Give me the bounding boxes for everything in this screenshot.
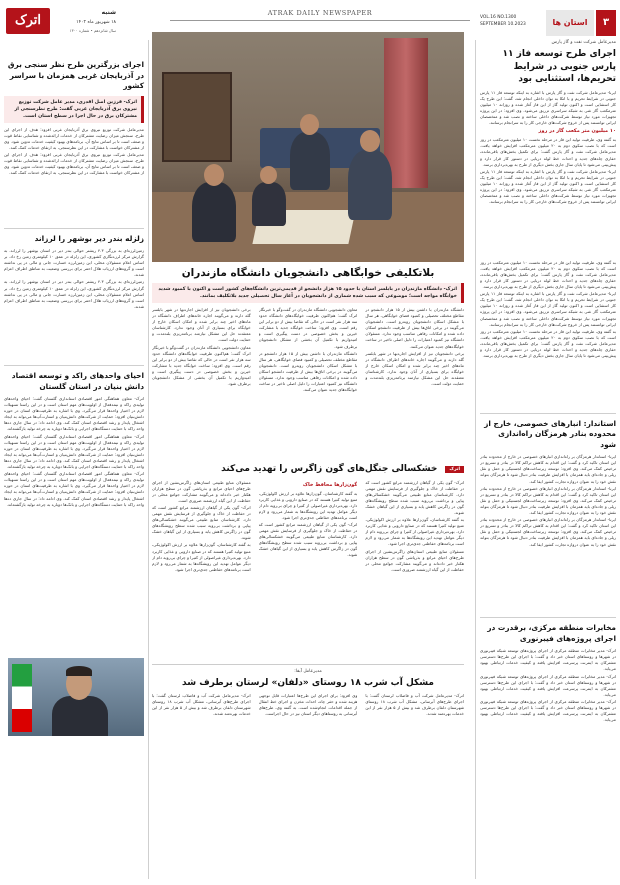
story-columns (152, 480, 464, 658)
story-paragraph: مدیرعامل شرکت توزیع نیروی برق آذربایجان غربی افزود: هدف از اجرای این طرح، سنجش میزان رضایت مشترکان از خدمات ارائه‌شده و شناسایی نقاط قوت و ضعف است تا بر اساس نتایج آن، برنامه‌های بهبود کیفیت خدمات تدوین شود. وی از مشترکان خواست با مشارکت در این نظرسنجی، به ارتقای خدمات کمک کنند. (4, 151, 144, 176)
story-divider (480, 617, 616, 618)
story-paragraph: ایرنا- مدیرعامل شرکت نفت و گاز پارس با اشاره به اینکه توسعه فاز ۱۱ پارس جنوبی در شرایط تحریم و با اتکا به توان داخلی انجام شد، گفت: این طرح یک کار استثنایی است و اکنون تولید گاز از این فاز آغاز شده و روزانه ۱۰ میلیون مترمکعب گاز غنی به شبکه سراسری تزریق می‌شود. وی افزود: در این پروژه تجهیزات مورد نیاز توسط شرکت‌های داخلی ساخته و نصب شد و متخصصان ایرانی توانستند پس از خروج شرکت‌های خارجی کار را به سرانجام برسانند. (480, 291, 616, 327)
story-paragraph: به گفته کارشناسان، گون‌زارها علاوه بر ارزش اکولوژیکی، منبع تولید کتیرا هستند که در صنایع دارویی و غذایی کاربرد دارد. بهره‌برداری غیراصولی از کتیرا و چرای بی‌رویه دام از دیگر عوامل تهدید این رویشگاه‌ها به شمار می‌رود و لازم است برنامه‌های حفاظتی جدی‌تری اجرا شود. (365, 517, 464, 547)
story-column: اترک- مدیرعامل شرکت آب و فاضلاب لرستان گفت: با اجرای طرح‌های آبرسانی، مشکل آب شرب ۱۸ روستای شهرستان دلفان برطرف شد و بیش از ۵ هزار نفر از این خدمات بهره‌مند شدند. (365, 693, 464, 717)
story-paragraph: اترک- گون یکی از گیاهان ارزشمند مراتع کشور است که در حفاظت از خاک و جلوگیری از فرسایش نقش مهمی دارد. کارشناسان منابع طبیعی می‌گویند خشکسالی‌های پیاپی و برداشت بی‌رویه سبب شده سطح رویشگاه‌های گون در زاگرس کاهش یابد و بسیاری از این گیاهان خشک شوند. (365, 479, 464, 515)
story-divider (4, 365, 144, 366)
story-paragraph: به گفته وی، ظرفیت تولید این فاز در مرحله نخست ۱۰ میلیون مترمکعب در روز است که با نصب سکوی دوم به ۲۰ میلیون مترمکعب افزایش خواهد یافت. مدیرعامل شرکت نفت و گاز پارس گفت: برای تکمیل بخش‌های باقی‌مانده، حفاری چاه‌های جدید و احداث خط لوله دریایی در دستور کار قرار دارد و پیش‌بینی می‌شود تا پایان سال جاری بخش دیگری از طرح به بهره‌برداری برسد. (480, 328, 616, 359)
story-lead: اترک- فرزین اصل اقدری، مدیر عامل شرکت توزیع نیروی برق آذربایجان غربی گفت: طرح نظرسنجی از مشترکان برق در حال اجرا در سطح استان است. (4, 96, 144, 123)
story-paragraph: معاون دانشجویی دانشگاه مازندران در گفت‌وگو با خبرنگار اترک گفت: هم‌اکنون ظرفیت خوابگاه‌های دانشگاه حدود سه هزار نفر است در حالی که تقاضا بیش از دو برابر این رقم است. وی افزود: ساخت خوابگاه جدید با مشارکت خیرین و بخش خصوصی در دست پیگیری است و امیدواریم با تکمیل آن بخشی از مشکل دانشجویان برطرف شود. (258, 307, 358, 349)
weekday: شنبه (101, 9, 116, 16)
column-divider (148, 40, 149, 879)
story-header (152, 463, 464, 476)
story-headline[interactable]: خشکسالی جنگل‌های گون زاگرس را تهدید می‌کند (221, 464, 438, 474)
portrait-hair (66, 666, 92, 676)
story-column (152, 480, 251, 658)
story-headline[interactable]: استاندار: انبارهای خصوصی، خارج از محدوده بنادر هرمزگان راه‌اندازی شود (484, 418, 616, 449)
issue-meta: سال شانزدهم • شماره ۱۳۰۰ (69, 28, 116, 33)
story-paragraph: اترک- معاون هماهنگی امور اقتصادی استانداری گلستان گفت: احیای واحدهای تولیدی راکد و نیمه‌فعال از اولویت‌های مهم استان است و در این راستا تسهیلات لازم در اختیار واحدها قرار می‌گیرد. وی با اشاره به ظرفیت‌های استان در حوزه دانش‌بنیان افزود: حمایت از شرکت‌های دانش‌بنیان و استارت‌آپ‌ها می‌تواند به ایجاد اشتغال پایدار و رشد اقتصادی استان کمک کند. وی ادامه داد: در سال جاری ده‌ها واحد راکد با حمایت دستگاه‌های اجرایی و بانک‌ها دوباره به چرخه تولید بازگشته‌اند. (4, 433, 144, 470)
student-head (300, 114, 319, 135)
student-head (204, 164, 224, 186)
story-kicker: مدیرعامل شرکت نفت و گاز پارس (551, 40, 616, 45)
story-paragraph: زمین‌لرزه‌ای به بزرگی ۴.۳ ریشتر حوالی بندر دیر در استان بوشهر را لرزاند. به گزارش مرکز لرزه‌نگاری کشوری، این زلزله در عمق ۱۰ کیلومتری زمین رخ داد. بر اساس اعلام مسئولان محلی، این زمین‌لرزه خسارت جانی و مالی در پی نداشته است و گروه‌های ارزیاب هلال احمر برای بررسی وضعیت به مناطق اطراف اعزام شدند. (4, 279, 144, 309)
story-paragraph: زمین‌لرزه‌ای به بزرگی ۴.۳ ریشتر حوالی بندر دیر در استان بوشهر را لرزاند. به گزارش مرکز لرزه‌نگاری کشوری، این زلزله در عمق ۱۰ کیلومتری زمین رخ داد. بر اساس اعلام مسئولان محلی، این زمین‌لرزه خسارت جانی و مالی در پی نداشته است و گروه‌های ارزیاب هلال احمر برای بررسی وضعیت به مناطق اطراف اعزام شدند. (4, 248, 144, 278)
story-paragraph: اترک- گون یکی از گیاهان ارزشمند مراتع کشور است که در حفاظت از خاک و جلوگیری از فرسایش نقش مهمی دارد. کارشناسان منابع طبیعی می‌گویند خشکسالی‌های پیاپی و برداشت بی‌رویه سبب شده سطح رویشگاه‌های گون در زاگرس کاهش یابد و بسیاری از این گیاهان خشک شوند. (151, 504, 251, 541)
main-lead: اترک- دانشگاه مازندران در بابلسر استان با حدود ۱۵ هزار دانشجو از قدیمی‌ترین دانشگاه‌های کشور است و اکنون با کمبود شدید خوابگاه مواجه است؛ موضوعی که سبب شده شماری از دانشجویان در آغاز سال تحصیلی جدید بلاتکلیف بمانند. (152, 283, 464, 303)
story-paragraph: ایرنا- استاندار هرمزگان بر راه‌اندازی انبارهای خصوصی در خارج از محدوده بنادر این استان تاکید کرد و گفت: این اقدام به کاهش تراکم کالا در بنادر و تسریع در ترخیص کمک می‌کند. وی افزود: توسعه زیرساخت‌های لجستیکی و حمل و نقل ریلی و جاده‌ای باید همزمان با افزایش ظرفیت بنادر دنبال شود تا هرمزگان بتواند نقش خود را به عنوان دروازه تجارت کشور ایفا کند. (480, 517, 616, 547)
story-paragraph: ایرنا- استاندار هرمزگان بر راه‌اندازی انبارهای خصوصی در خارج از محدوده بنادر این استان تاکید کرد و گفت: این اقدام به کاهش تراکم کالا در بنادر و تسریع در ترخیص کمک می‌کند. وی افزود: توسعه زیرساخت‌های لجستیکی و حمل و نقل ریلی و جاده‌ای باید همزمان با افزایش ظرفیت بنادر دنبال شود تا هرمزگان بتواند نقش خود را به عنوان دروازه تجارت کشور ایفا کند. (480, 454, 616, 484)
story-headline[interactable]: مخابرات منطقه مرکزی، برقدرت در اجرای پروژه‌های فیبرنوری (487, 623, 616, 643)
story-kicker: مدیرعامل آبفا: (294, 668, 322, 674)
story-subhead: گون‌زارها محافظ خاک (302, 481, 358, 488)
story-paragraph: اترک- مدیر مخابرات منطقه مرکزی از اجرای پروژه‌های توسعه شبکه فیبرنوری در شهرها و روستاهای استان خبر داد و گفت: با اجرای این طرح‌ها دسترسی مشترکان به اینترنت پرسرعت افزایش یافته و کیفیت خدمات ارتباطی بهبود می‌یابد. (480, 673, 616, 697)
story-headline[interactable]: مشکل آب شرب ۱۸ روستای «دلفان» لرستان برطرف شد (182, 677, 434, 688)
story-columns (152, 693, 464, 733)
student-figure (348, 150, 392, 220)
story-headline[interactable]: اجرای بزرگترین طرح نظر سنجی برق در آذربایجان غربی همزمان با سراسر کشور (7, 60, 144, 90)
official-portrait[interactable] (8, 658, 144, 736)
newspaper-title: ATRAK DAILY NEWSPAPER (267, 9, 373, 17)
story-column (365, 480, 464, 658)
story-headline[interactable]: زلزله بندر دیر بوشهر را لرزاند (34, 233, 144, 243)
story-paragraph: دانشگاه مازندران با داشتن بیش از ۱۵ هزار دانشجو در مقاطع مختلف تحصیلی و کمبود فضای خوابگاهی، هر سال با مشکل اسکان دانشجویان روبه‌رو است. دانشجویان می‌گویند در برخی اتاق‌ها بیش از ظرفیت دانشجو اسکان داده شده و امکانات رفاهی مناسب وجود ندارد. مسئولان دانشگاه نیز کمبود اعتبارات را دلیل اصلی تاخیر در ساخت خوابگاه‌های جدید عنوان می‌کنند. (365, 307, 464, 349)
photo-curtain (384, 38, 428, 188)
section-tab (480, 10, 616, 36)
middle-column (152, 32, 464, 881)
story-paragraph: اترک- معاون هماهنگی امور اقتصادی استانداری گلستان گفت: احیای واحدهای تولیدی راکد و نیمه‌فعال از اولویت‌های مهم استان است و در این راستا تسهیلات لازم در اختیار واحدها قرار می‌گیرد. وی با اشاره به ظرفیت‌های استان در حوزه دانش‌بنیان افزود: حمایت از شرکت‌های دانش‌بنیان و استارت‌آپ‌ها می‌تواند به ایجاد اشتغال پایدار و رشد اقتصادی استان کمک کند. وی ادامه داد: در سال جاری ده‌ها واحد راکد با حمایت دستگاه‌های اجرایی و بانک‌ها دوباره به چرخه تولید بازگشته‌اند. (4, 471, 144, 507)
portrait-suit (52, 696, 108, 736)
story-paragraph: دانشگاه مازندران با داشتن بیش از ۱۵ هزار دانشجو در مقاطع مختلف تحصیلی و کمبود فضای خوابگاهی، هر سال با مشکل اسکان دانشجویان روبه‌رو است. دانشجویان می‌گویند در برخی اتاق‌ها بیش از ظرفیت دانشجو اسکان داده شده و امکانات رفاهی مناسب وجود ندارد. مسئولان دانشگاه نیز کمبود اعتبارات را دلیل اصلی تاخیر در ساخت خوابگاه‌های جدید عنوان می‌کنند. (258, 350, 358, 393)
student-figure (252, 182, 286, 226)
section-name[interactable]: استان ها (546, 10, 594, 36)
story-body (4, 396, 144, 654)
story-paragraph: به گفته کارشناسان، گون‌زارها علاوه بر ارزش اکولوژیکی، منبع تولید کتیرا هستند که در صنایع دارویی و غذایی کاربرد دارد. بهره‌برداری غیراصولی از کتیرا و چرای بی‌رویه دام از دیگر عوامل تهدید این رویشگاه‌ها به شمار می‌رود و لازم است برنامه‌های حفاظتی جدی‌تری اجرا شود. (258, 490, 358, 520)
story-paragraph: مسئولان منابع طبیعی استان‌های زاگرس‌نشین از اجرای طرح‌های احیای مراتع و بذرپاشی گون در سطح هزاران هکتار خبر داده‌اند و می‌گویند مشارکت جوامع محلی در حفاظت از این گیاه ارزشمند ضروری است. (151, 479, 251, 503)
story-column (259, 307, 358, 457)
story-paragraph: مسئولان منابع طبیعی استان‌های زاگرس‌نشین از اجرای طرح‌های احیای مراتع و بذرپاشی گون در سطح هزاران هکتار خبر داده‌اند و می‌گویند مشارکت جوامع محلی در حفاظت از این گیاه ارزشمند ضروری است. (365, 548, 464, 572)
story-paragraph: اترک- مدیر مخابرات منطقه مرکزی از اجرای پروژه‌های توسعه شبکه فیبرنوری در شهرها و روستاهای استان خبر داد و گفت: با اجرای این طرح‌ها دسترسی مشترکان به اینترنت پرسرعت افزایش یافته و کیفیت خدمات ارتباطی بهبود می‌یابد. (480, 698, 616, 723)
story-paragraph: ایرنا- مدیرعامل شرکت نفت و گاز پارس با اشاره به اینکه توسعه فاز ۱۱ پارس جنوبی در شرایط تحریم و با اتکا به توان داخلی انجام شد، گفت: این طرح یک کار استثنایی است و اکنون تولید گاز از این فاز آغاز شده و روزانه ۱۰ میلیون مترمکعب گاز غنی به شبکه سراسری تزریق می‌شود. وی افزود: در این پروژه تجهیزات مورد نیاز توسط شرکت‌های داخلی ساخته و نصب شد و متخصصان ایرانی توانستند پس از خروج شرکت‌های خارجی کار را به سرانجام برسانند. (480, 89, 616, 126)
story-paragraph: ایرنا- مدیرعامل شرکت نفت و گاز پارس با اشاره به اینکه توسعه فاز ۱۱ پارس جنوبی در شرایط تحریم و با اتکا به توان داخلی انجام شد، گفت: این طرح یک کار استثنایی است و اکنون تولید گاز از این فاز آغاز شده و روزانه ۱۰ میلیون مترمکعب گاز غنی به شبکه سراسری تزریق می‌شود. وی افزود: در این پروژه تجهیزات مورد نیاز توسط شرکت‌های داخلی ساخته و نصب شد و متخصصان ایرانی توانستند پس از خروج شرکت‌های خارجی کار را به سرانجام برسانند. (480, 168, 616, 205)
right-column (480, 40, 616, 881)
story-paragraph: برخی دانشجویان نیز از افزایش اجاره‌بها در شهر بابلسر گله دارند و می‌گویند اجاره خانه‌های اطراف دانشگاه در ماه‌های اخیر چند برابر شده و امکان اسکان خارج از خوابگاه برای بسیاری از آنان وجود ندارد. کارشناسان معتقدند حل این مشکل نیازمند برنامه‌ریزی بلندمدت و حمایت دولت است. (365, 350, 464, 387)
story-body (480, 648, 616, 758)
story-column (152, 307, 251, 457)
story-paragraph: به گفته کارشناسان، گون‌زارها علاوه بر ارزش اکولوژیکی، منبع تولید کتیرا هستند که در صنایع دارویی و غذایی کاربرد دارد. بهره‌برداری غیراصولی از کتیرا و چرای بی‌رویه دام از دیگر عوامل تهدید این رویشگاه‌ها به شمار می‌رود و لازم است برنامه‌های حفاظتی جدی‌تری اجرا شود. (151, 542, 251, 572)
student-figure (290, 132, 330, 190)
story-body-continued (480, 260, 616, 408)
bottom-story (152, 664, 464, 734)
story-column (259, 480, 358, 658)
photo-shelf (162, 72, 232, 162)
student-head (360, 130, 380, 152)
column-divider (475, 40, 476, 879)
logo-block (6, 8, 116, 58)
story-paragraph: اترک- گون یکی از گیاهان ارزشمند مراتع کشور است که در حفاظت از خاک و جلوگیری از فرسایش نقش مهمی دارد. کارشناسان منابع طبیعی می‌گویند خشکسالی‌های پیاپی و برداشت بی‌رویه سبب شده سطح رویشگاه‌های گون در زاگرس کاهش یابد و بسیاری از این گیاهان خشک شوند. (258, 521, 358, 558)
story-headline[interactable]: احیای واحدهای راکد و توسعه اقتصاد دانش بنیان در استان گلستان (11, 371, 144, 391)
story-tag: اترک (445, 466, 464, 473)
story-body (4, 127, 144, 223)
story-body (4, 248, 144, 360)
story-paragraph: معاون دانشجویی دانشگاه مازندران در گفت‌وگو با خبرنگار اترک گفت: هم‌اکنون ظرفیت خوابگاه‌های دانشگاه حدود سه هزار نفر است در حالی که تقاضا بیش از دو برابر این رقم است. وی افزود: ساخت خوابگاه جدید با مشارکت خیرین و بخش خصوصی در دست پیگیری است و امیدواریم با تکمیل آن بخشی از مشکل دانشجویان برطرف شود. (151, 344, 251, 387)
story-paragraph: اترک- مدیر مخابرات منطقه مرکزی از اجرای پروژه‌های توسعه شبکه فیبرنوری در شهرها و روستاهای استان خبر داد و گفت: با اجرای این طرح‌ها دسترسی مشترکان به اینترنت پرسرعت افزایش یافته و کیفیت خدمات ارتباطی بهبود می‌یابد. (480, 648, 616, 672)
story-paragraph: برخی دانشجویان نیز از افزایش اجاره‌بها در شهر بابلسر گله دارند و می‌گویند اجاره خانه‌های اطراف دانشگاه در ماه‌های اخیر چند برابر شده و امکان اسکان خارج از خوابگاه برای بسیاری از آنان وجود ندارد. کارشناسان معتقدند حل این مشکل نیازمند برنامه‌ریزی بلندمدت و حمایت دولت است. (151, 307, 251, 343)
story-column: وی افزود: برای اجرای این طرح‌ها اعتبارات قابل توجهی هزینه شده و حفر چاه، احداث مخزن و اجرای خط انتقال از جمله اقدامات انجام‌شده است. به گفته وی، طرح‌های آبرسانی به روستاهای دیگر استان نیز در حال اجراست. (258, 693, 358, 717)
story-body (480, 90, 616, 260)
story-subhead: ۱۰ میلیون متر مکعب گاز در روز (538, 128, 616, 135)
left-column (4, 60, 144, 881)
student-figure (192, 182, 236, 242)
masthead-rule (170, 20, 470, 21)
main-story-columns (152, 307, 464, 457)
story-paragraph: اترک- معاون هماهنگی امور اقتصادی استانداری گلستان گفت: احیای واحدهای تولیدی راکد و نیمه‌فعال از اولویت‌های مهم استان است و در این راستا تسهیلات لازم در اختیار واحدها قرار می‌گیرد. وی با اشاره به ظرفیت‌های استان در حوزه دانش‌بنیان افزود: حمایت از شرکت‌های دانش‌بنیان و استارت‌آپ‌ها می‌تواند به ایجاد اشتغال پایدار و رشد اقتصادی استان کمک کند. وی ادامه داد: در سال جاری ده‌ها واحد راکد با حمایت دستگاه‌های اجرایی و بانک‌ها دوباره به چرخه تولید بازگشته‌اند. (4, 396, 144, 432)
main-headline[interactable]: بلاتکلیفی خوابگاهی دانشجویان دانشگاه مازندران (181, 267, 435, 279)
issue-info (480, 14, 544, 28)
issue-date-fa: ۱۸ شهریور ماه ۱۴۰۲ (76, 20, 116, 25)
story-paragraph: به گفته وی، ظرفیت تولید این فاز در مرحله نخست ۱۰ میلیون مترمکعب در روز است که با نصب سکوی دوم به ۲۰ میلیون مترمکعب افزایش خواهد یافت. مدیرعامل شرکت نفت و گاز پارس گفت: برای تکمیل بخش‌های باقی‌مانده، حفاری چاه‌های جدید و احداث خط لوله دریایی در دستور کار قرار دارد و پیش‌بینی می‌شود تا پایان سال جاری بخش دیگری از طرح به بهره‌برداری برسد. (480, 259, 616, 290)
dormitory-photo[interactable] (152, 32, 464, 262)
page-number: ۳ (596, 10, 616, 36)
story-paragraph: ایرنا- استاندار هرمزگان بر راه‌اندازی انبارهای خصوصی در خارج از محدوده بنادر این استان تاکید کرد و گفت: این اقدام به کاهش تراکم کالا در بنادر و تسریع در ترخیص کمک می‌کند. وی افزود: توسعه زیرساخت‌های لجستیکی و حمل و نقل ریلی و جاده‌ای باید همزمان با افزایش ظرفیت بنادر دنبال شود تا هرمزگان بتواند نقش خود را به عنوان دروازه تجارت کشور ایفا کند. (480, 485, 616, 516)
flag-icon (12, 664, 32, 732)
issue-date: SEPTEMBER 10.2023 (480, 22, 526, 27)
story-column: اترک- مدیرعامل شرکت آب و فاضلاب لرستان گفت: با اجرای طرح‌های آبرسانی، مشکل آب شرب ۱۸ روستای شهرستان دلفان برطرف شد و بیش از ۵ هزار نفر از این خدمات بهره‌مند شدند. (151, 693, 251, 717)
issue-volume: VOL.16 NO.1300 (480, 15, 517, 20)
student-head (260, 166, 277, 184)
story-body (480, 454, 616, 612)
newspaper-logo[interactable]: اترک (6, 8, 50, 34)
story-divider (480, 413, 616, 414)
story-column (365, 307, 464, 457)
story-paragraph: به گفته وی، ظرفیت تولید این فاز در مرحله نخست ۱۰ میلیون مترمکعب در روز است که با نصب سکوی دوم به ۲۰ میلیون مترمکعب افزایش خواهد یافت. مدیرعامل شرکت نفت و گاز پارس گفت: برای تکمیل بخش‌های باقی‌مانده، حفاری چاه‌های جدید و احداث خط لوله دریایی در دستور کار قرار دارد و پیش‌بینی می‌شود تا پایان سال جاری بخش دیگری از طرح به بهره‌برداری برسد. (480, 137, 616, 167)
story-paragraph: مدیرعامل شرکت توزیع نیروی برق آذربایجان غربی افزود: هدف از اجرای این طرح، سنجش میزان رضایت مشترکان از خدمات ارائه‌شده و شناسایی نقاط قوت و ضعف است تا بر اساس نتایج آن، برنامه‌های بهبود کیفیت خدمات تدوین شود. وی از مشترکان خواست با مشارکت در این نظرسنجی، به ارتقای خدمات کمک کنند. (4, 126, 144, 150)
story-headline[interactable]: اجرای طرح توسعه فاز ۱۱ پارس جنوبی در شرایط تحریم‌ها، استثنایی بود (502, 49, 616, 85)
story-divider (4, 228, 144, 229)
